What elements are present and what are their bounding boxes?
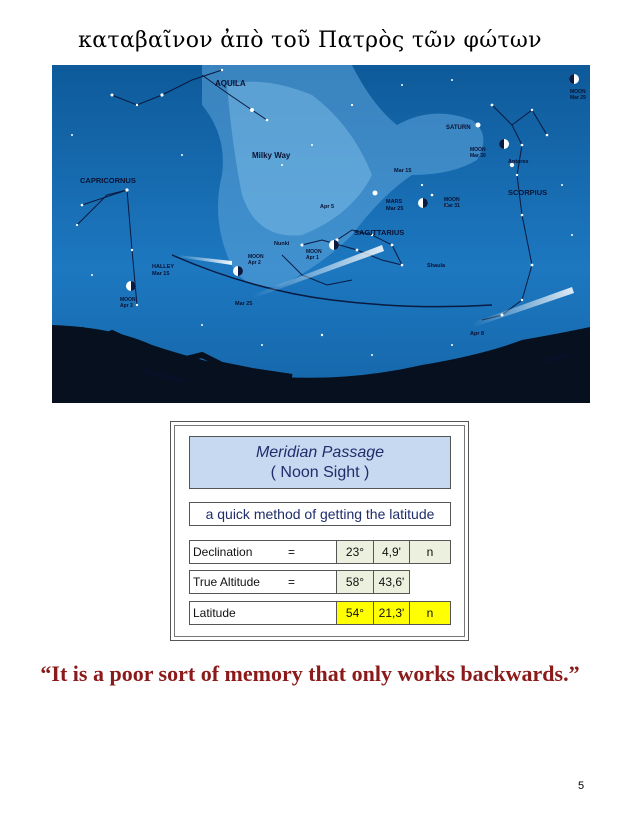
meridian-passage-header [189, 436, 451, 489]
label-halley: HALLEY [152, 264, 174, 270]
label-south: SOUTH [544, 352, 571, 365]
header-title: Meridian Passage [255, 444, 385, 461]
moon-date-3: Mar 31 [444, 203, 460, 209]
moon-date-5: Apr 2 [248, 260, 261, 266]
label-milky-way: Milky Way [252, 151, 291, 160]
label-mars: MARS [386, 199, 403, 205]
row-equals: = [288, 575, 296, 589]
row-minutes: 4,9' [373, 540, 410, 564]
label-shaula: Shaula [427, 263, 446, 269]
quote: “It is a poor sort of memory that only works backwards.” [40, 661, 580, 686]
label-apr5: Apr 5 [320, 204, 335, 210]
row-degrees: 58° [336, 570, 374, 594]
label-nunki: Nunki [274, 241, 290, 247]
label-mar25: Mar 25 [235, 301, 253, 307]
label-antares: Antares [508, 159, 529, 165]
label-saturn: SATURN [446, 125, 471, 131]
moon-date-6: Apr 3 [120, 303, 133, 309]
label-sagittarius: SAGITTARIUS [354, 228, 405, 237]
label-southeast: SOUTHEAST [141, 368, 186, 386]
row-degrees: 54° [336, 601, 374, 625]
moon-date-2: Mar 30 [470, 153, 486, 159]
page-title: καταβαῖνον ἀπὸ τοῦ Πατρὸς τῶν φώτων [78, 28, 542, 53]
star-chart [52, 65, 590, 403]
meridian-passage-box [170, 421, 469, 641]
row-degrees: 23° [336, 540, 374, 564]
label-apr8: Apr 8 [470, 331, 485, 337]
label-mars-date: Mar 25 [386, 206, 404, 212]
moon-label-2: MOON [470, 147, 486, 153]
label-aquila: AQUILA [215, 79, 246, 88]
row-label [189, 601, 337, 625]
moon-label-4: MOON [306, 249, 322, 255]
row-label [189, 540, 337, 564]
label-scorpius: SCORPIUS [508, 188, 548, 197]
label-halley-date: Mar 15 [152, 271, 170, 277]
moon-label-1: MOON [570, 89, 586, 95]
moon-label-6: MOON [120, 297, 136, 303]
row-label-text: Declination [193, 545, 253, 559]
row-hemisphere: n [409, 540, 451, 564]
moon-label-5: MOON [248, 254, 264, 260]
page-number: 5 [578, 780, 585, 792]
row-minutes: 21,3' [373, 601, 410, 625]
header-subtitle: ( Noon Sight ) [270, 464, 370, 481]
moon-date-1: Mar 29 [570, 95, 586, 101]
label-mar15: Mar 15 [394, 168, 412, 174]
row-label [189, 570, 337, 594]
row-label-text: Latitude [193, 606, 236, 620]
label-capricornus: CAPRICORNUS [80, 176, 136, 185]
row-equals: = [288, 545, 296, 559]
row-hemisphere: n [409, 601, 451, 625]
row-label-text: True Altitude [193, 575, 260, 589]
moon-label-3: MOON [444, 197, 460, 203]
row-minutes: 43,6' [373, 570, 410, 594]
calc-description: a quick method of getting the latitude [189, 502, 451, 526]
star-chart-svg [52, 65, 590, 403]
moon-date-4: Apr 1 [306, 255, 319, 261]
